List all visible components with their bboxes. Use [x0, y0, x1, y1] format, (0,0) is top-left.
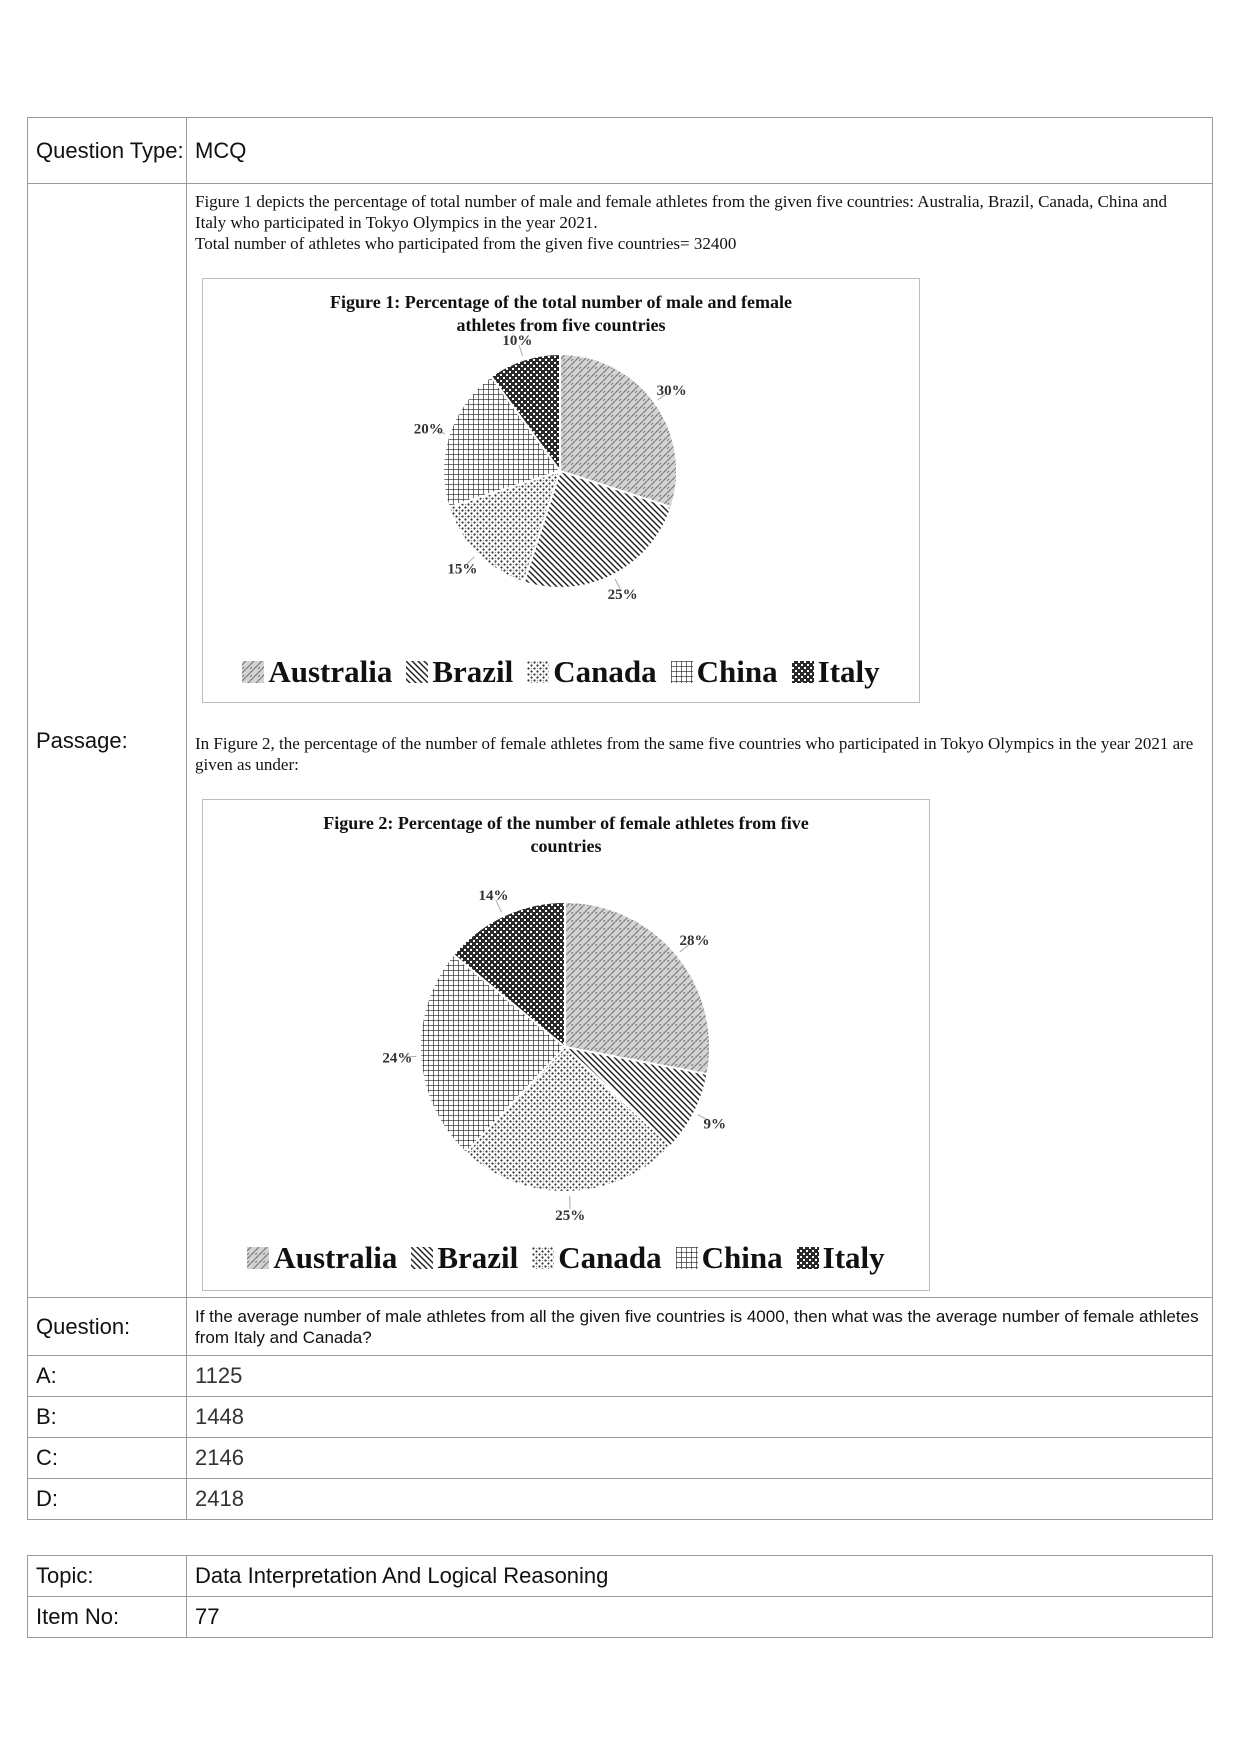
- legend-swatch-australia: [242, 661, 264, 683]
- legend-label-canada: Canada: [558, 1240, 662, 1275]
- legend-label-italy: Italy: [822, 1240, 885, 1275]
- legend-swatch-brazil: [411, 1247, 433, 1269]
- legend-item-brazil: [411, 1240, 518, 1276]
- figure-1-title-line2: athletes from five countries: [456, 315, 666, 335]
- option-b-label: B:: [28, 1397, 187, 1438]
- pie-data-label: 14%: [478, 887, 509, 904]
- legend-label-china: China: [696, 654, 778, 689]
- legend-label-australia: Australia: [268, 654, 393, 689]
- passage-label: Passage:: [28, 184, 187, 1298]
- option-a-value[interactable]: 1125: [187, 1356, 1213, 1397]
- legend-swatch-china: [676, 1247, 698, 1269]
- legend-swatch-china: [671, 661, 693, 683]
- passage-content: [187, 184, 1213, 1298]
- pie-data-label: 15%: [447, 561, 478, 578]
- legend-swatch-australia: [247, 1247, 269, 1269]
- pie-data-label: 10%: [502, 332, 533, 349]
- legend-swatch-italy: [792, 661, 814, 683]
- legend-label-brazil: Brazil: [437, 1240, 519, 1275]
- legend-label-brazil: Brazil: [432, 654, 514, 689]
- legend-item-china: [676, 1240, 783, 1276]
- legend-label-canada: Canada: [553, 654, 657, 689]
- figure-1-pie: [203, 329, 919, 629]
- meta-table: [27, 1555, 1213, 1638]
- pie-data-label: 24%: [382, 1050, 413, 1067]
- legend-label-australia: Australia: [273, 1240, 398, 1275]
- passage-intro-2: Total number of athletes who participated from the given five countries= 32400: [195, 234, 737, 253]
- figure-1-legend: [203, 654, 919, 690]
- legend-swatch-brazil: [406, 661, 428, 683]
- option-d-label: D:: [28, 1479, 187, 1520]
- item-no-value: 77: [187, 1597, 1213, 1638]
- option-d-value[interactable]: 2418: [187, 1479, 1213, 1520]
- legend-item-australia: [247, 1240, 397, 1276]
- legend-item-canada: [532, 1240, 661, 1276]
- question-type-label: Question Type:: [28, 118, 187, 184]
- legend-label-china: China: [701, 1240, 783, 1275]
- legend-item-italy: [797, 1240, 885, 1276]
- option-b-value[interactable]: 1448: [187, 1397, 1213, 1438]
- figure-2-title-line2: countries: [530, 836, 602, 856]
- figure-2-legend: [203, 1240, 929, 1276]
- legend-item-italy: [792, 654, 880, 690]
- pie-data-label: 30%: [656, 382, 687, 399]
- figure-2-title-line1: Figure 2: Percentage of the number of female athletes from five: [323, 813, 809, 833]
- legend-item-china: [671, 654, 778, 690]
- topic-label: Topic:: [28, 1556, 187, 1597]
- option-c-label: C:: [28, 1438, 187, 1479]
- pie-data-label: 25%: [607, 586, 638, 603]
- pie-slice-australia: [565, 902, 710, 1074]
- question-table: [27, 117, 1213, 1520]
- option-a-label: A:: [28, 1356, 187, 1397]
- option-c-value[interactable]: 2146: [187, 1438, 1213, 1479]
- item-no-label: Item No:: [28, 1597, 187, 1638]
- legend-item-australia: [242, 654, 392, 690]
- figure-2-pie: [203, 850, 929, 1220]
- figure-1-chart: [202, 278, 920, 703]
- legend-label-italy: Italy: [817, 654, 880, 689]
- passage-intro-3: In Figure 2, the percentage of the number of female athletes from the same five countries who participated in Tokyo Olympics in the year 2021 are given as under:: [195, 734, 1194, 774]
- figure-2-chart: [202, 799, 930, 1291]
- passage-intro-1: Figure 1 depicts the percentage of total number of male and female athletes from the given five countries: Australia, Brazil, Canada, China and Italy who participated in Tokyo Olympics in the year 2021.: [195, 192, 1167, 232]
- pie-data-label: 20%: [413, 421, 444, 438]
- pie-data-label: 25%: [555, 1207, 586, 1220]
- question-type-value: MCQ: [187, 118, 1213, 184]
- legend-swatch-canada: [532, 1247, 554, 1269]
- legend-item-brazil: [406, 654, 513, 690]
- pie-data-label: 28%: [679, 932, 710, 949]
- topic-value: Data Interpretation And Logical Reasoning: [187, 1556, 1213, 1597]
- pie-data-label: 9%: [703, 1116, 726, 1133]
- figure-1-title-line1: Figure 1: Percentage of the total number of male and female: [330, 292, 792, 312]
- legend-item-canada: [527, 654, 656, 690]
- question-text: If the average number of male athletes from all the given five countries is 4000, then what was the average number of female athletes from Italy and Canada?: [187, 1298, 1213, 1356]
- question-label: Question:: [28, 1298, 187, 1356]
- legend-swatch-italy: [797, 1247, 819, 1269]
- legend-swatch-canada: [527, 661, 549, 683]
